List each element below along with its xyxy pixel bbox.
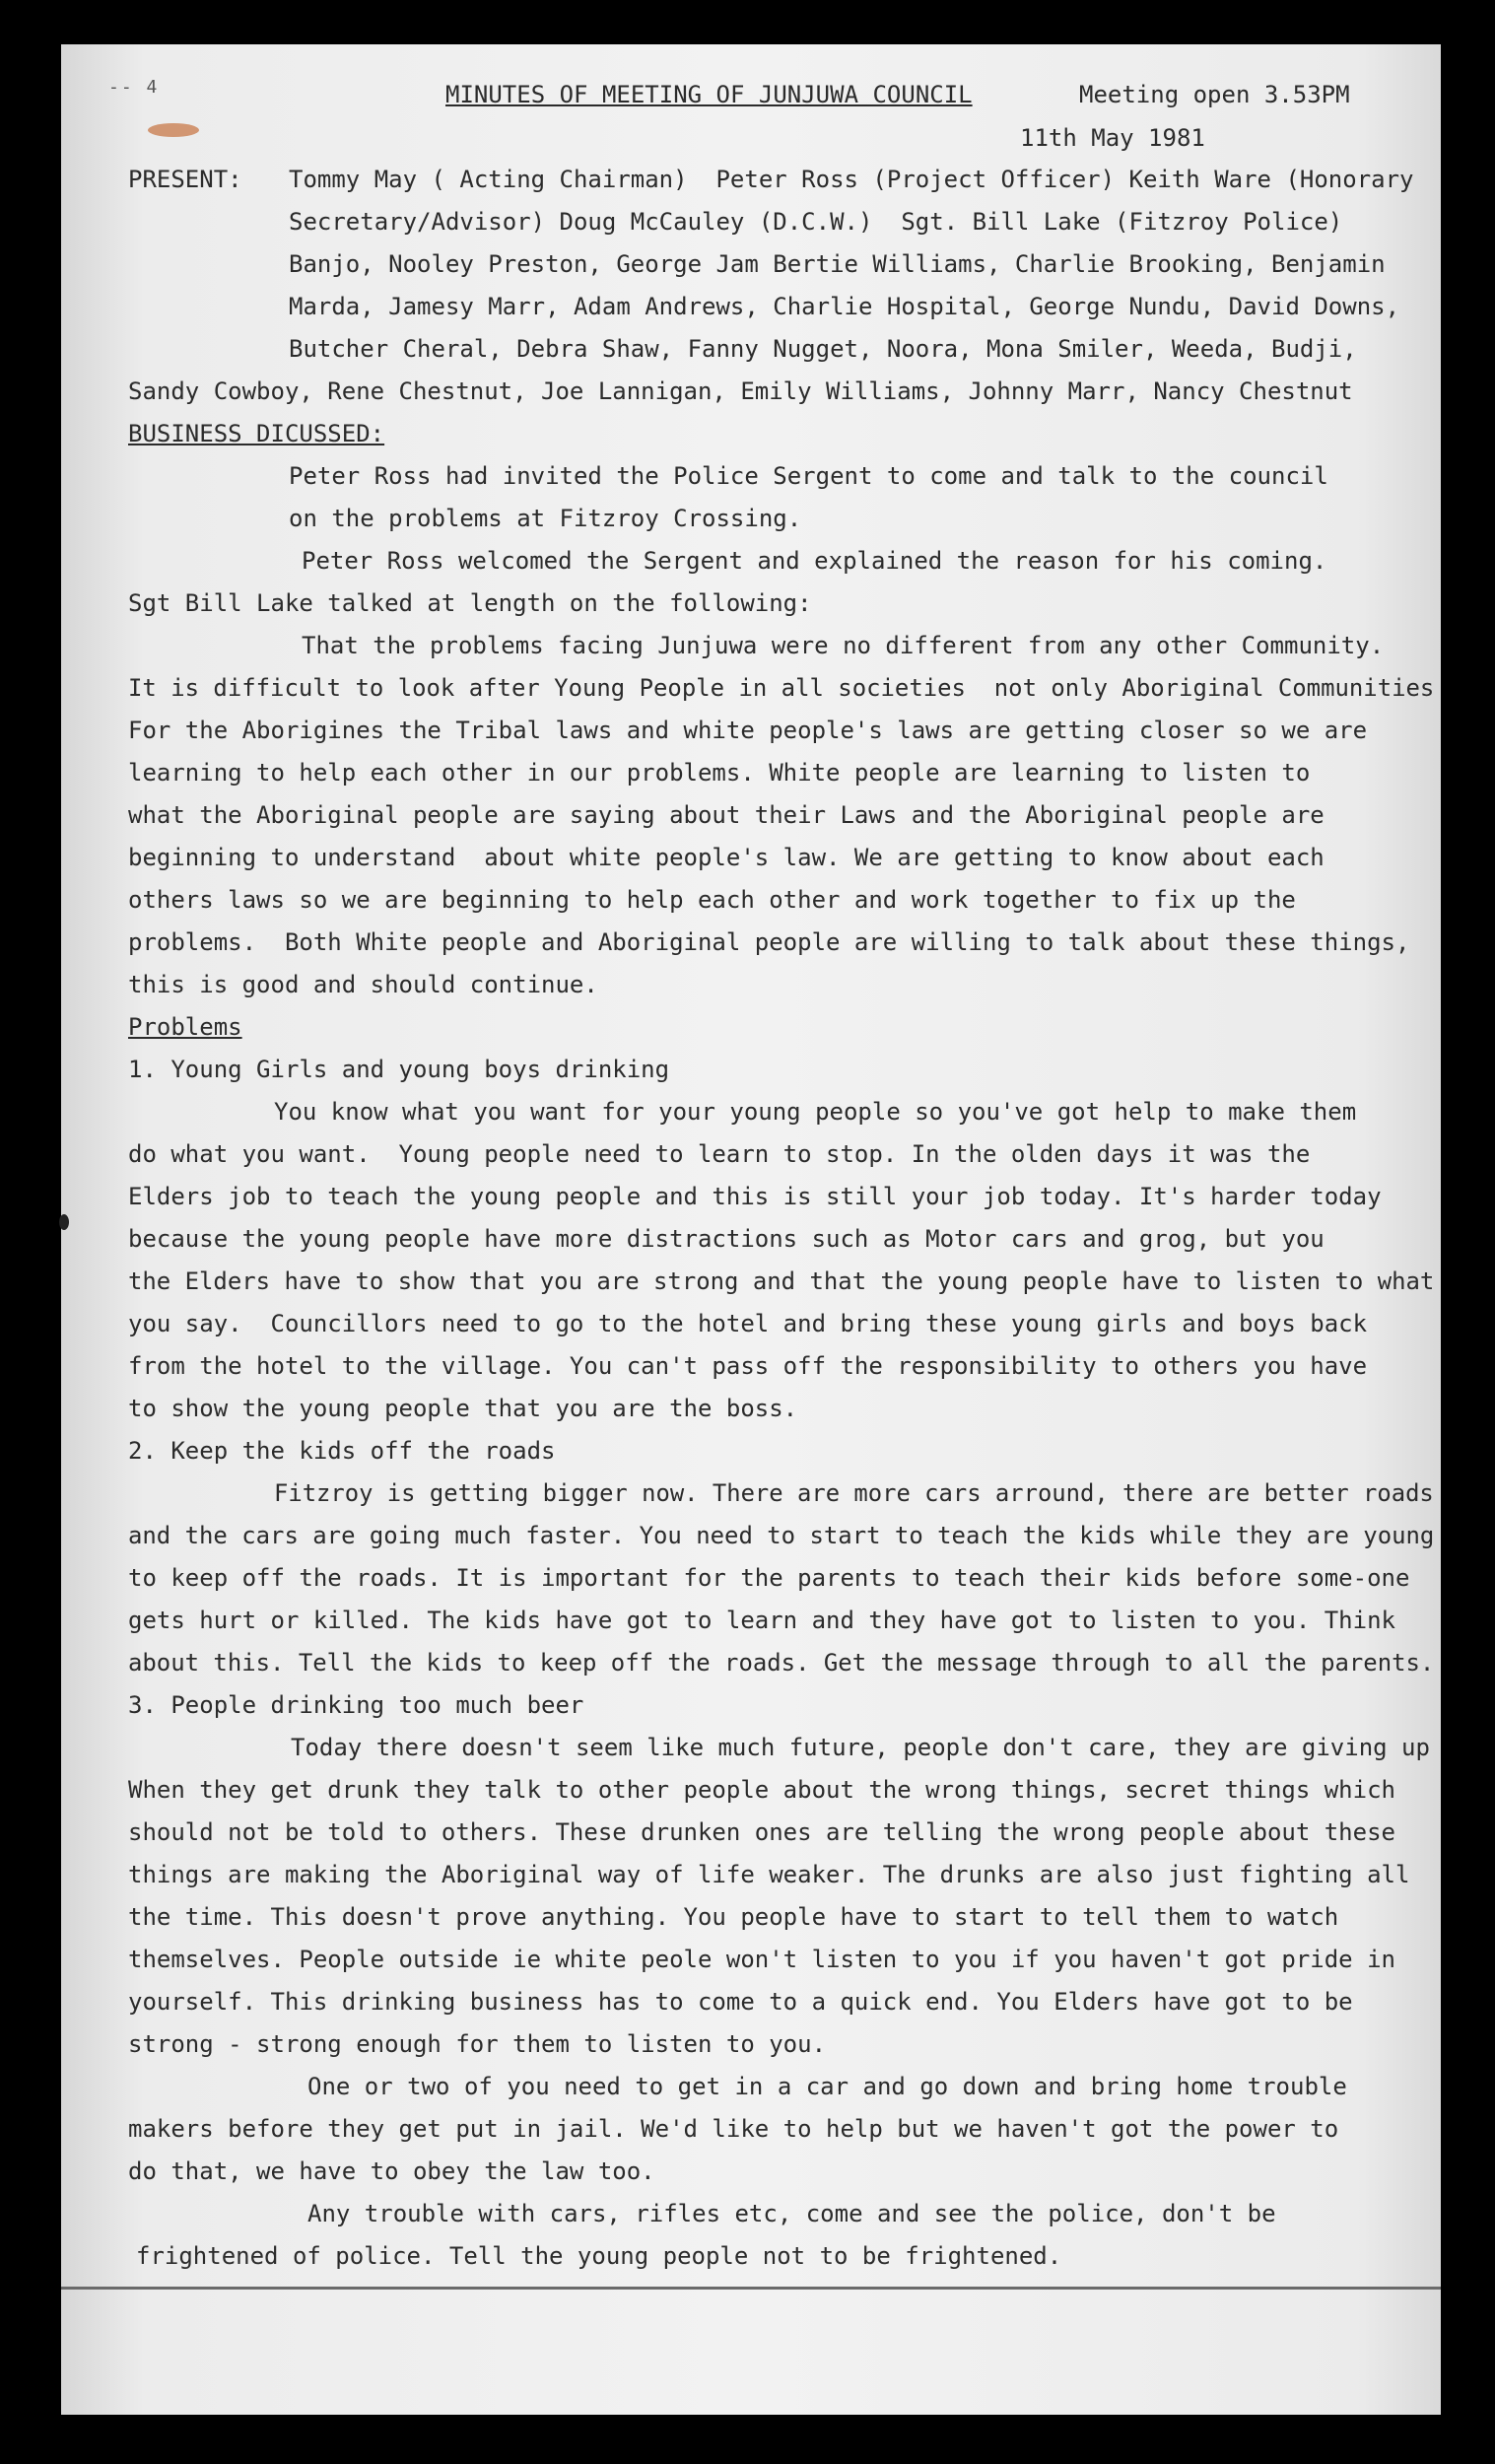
problem-line: about this. Tell the kids to keep off the roads. Get the message through to all the parents. <box>128 1649 1435 1677</box>
present-line: Sandy Cowboy, Rene Chestnut, Joe Lannigan, Emily Williams, Johnny Marr, Nancy Chestnut <box>128 377 1353 405</box>
corner-page-mark: -- 4 <box>108 77 160 98</box>
problem-line: Fitzroy is getting bigger now. There are more cars arround, there are better roads <box>274 1479 1434 1507</box>
problem-line: the time. This doesn't prove anything. You people have to start to tell them to watch <box>128 1903 1339 1931</box>
problem-line: things are making the Aboriginal way of life weaker. The drunks are also just fighting all <box>128 1861 1410 1888</box>
problem-line: strong - strong enough for them to listen to you. <box>128 2030 827 2058</box>
document-title: MINUTES OF MEETING OF JUNJUWA COUNCIL <box>445 81 973 108</box>
problems-heading: Problems <box>128 1013 242 1041</box>
present-line: Banjo, Nooley Preston, George Jam Bertie Williams, Charlie Brooking, Benjamin <box>289 250 1386 278</box>
present-line: Marda, Jamesy Marr, Adam Andrews, Charlie Hospital, George Nundu, David Downs, <box>289 293 1400 320</box>
business-line: on the problems at Fitzroy Crossing. <box>289 505 802 532</box>
business-line: For the Aborigines the Tribal laws and white people's laws are getting closer so we are <box>128 717 1368 744</box>
problem-line: frightened of police. Tell the young people not to be frightened. <box>136 2242 1062 2270</box>
business-line: what the Aboriginal people are saying about their Laws and the Aboriginal people are <box>128 801 1325 829</box>
business-line: That the problems facing Junjuwa were no different from any other Community. <box>302 632 1385 659</box>
problem-line: from the hotel to the village. You can't pass off the responsibility to others you have <box>128 1352 1368 1380</box>
problem-title: 2. Keep the kids off the roads <box>128 1437 556 1465</box>
present-line: Secretary/Advisor) Doug McCauley (D.C.W.) Sgt. Bill Lake (Fitzroy Police) <box>289 208 1343 236</box>
business-line: Peter Ross had invited the Police Sergent to come and talk to the council <box>289 462 1328 490</box>
problem-line: because the young people have more distractions such as Motor cars and grog, but you <box>128 1225 1325 1253</box>
problem-line: to keep off the roads. It is important for the parents to teach their kids before some-one <box>128 1564 1410 1592</box>
problem-line: to show the young people that you are the boss. <box>128 1395 798 1422</box>
problem-line: Today there doesn't seem like much future, people don't care, they are giving up <box>291 1734 1430 1761</box>
problem-line: do that, we have to obey the law too. <box>128 2157 655 2185</box>
problem-line: Elders job to teach the young people and this is still your job today. It's harder today <box>128 1183 1382 1210</box>
present-line: Butcher Cheral, Debra Shaw, Fanny Nugget, Noora, Mona Smiler, Weeda, Budji, <box>289 335 1357 363</box>
problem-line: One or two of you need to get in a car and go down and bring home trouble <box>307 2073 1347 2100</box>
business-line: problems. Both White people and Aboriginal people are willing to talk about these things, <box>128 928 1410 956</box>
problem-title: 1. Young Girls and young boys drinking <box>128 1056 670 1083</box>
business-line: beginning to understand about white people's law. We are getting to know about each <box>128 844 1325 871</box>
present-line: Tommy May ( Acting Chairman) Peter Ross (Project Officer) Keith Ware (Honorary <box>289 166 1414 193</box>
tape-stain <box>148 123 199 137</box>
business-line: learning to help each other in our problems. White people are learning to listen to <box>128 759 1311 787</box>
problem-line: You know what you want for your young people so you've got help to make them <box>274 1098 1357 1126</box>
problem-line: makers before they get put in jail. We'd like to help but we haven't got the power to <box>128 2115 1339 2143</box>
problem-line: Any trouble with cars, rifles etc, come and see the police, don't be <box>307 2200 1276 2227</box>
business-line: others laws so we are beginning to help each other and work together to fix up the <box>128 886 1296 914</box>
business-line: this is good and should continue. <box>128 971 598 998</box>
business-line: Sgt Bill Lake talked at length on the following: <box>128 589 812 617</box>
problem-line: gets hurt or killed. The kids have got to learn and they have got to listen to you. Think <box>128 1607 1395 1634</box>
meeting-date: 11th May 1981 <box>1020 124 1205 152</box>
problem-title: 3. People drinking too much beer <box>128 1691 584 1719</box>
problem-line: and the cars are going much faster. You need to start to teach the kids while they are young <box>128 1522 1435 1549</box>
problem-line: themselves. People outside ie white peole won't listen to you if you haven't got pride in <box>128 1946 1395 1973</box>
problem-line: do what you want. Young people need to learn to stop. In the olden days it was the <box>128 1140 1311 1168</box>
present-label: PRESENT: <box>128 166 242 193</box>
problem-line: should not be told to others. These drunken ones are telling the wrong people about these <box>128 1818 1395 1846</box>
business-line: It is difficult to look after Young People in all societies not only Aboriginal Communities <box>128 674 1435 702</box>
page-bottom-edge <box>61 2287 1441 2290</box>
business-line: Peter Ross welcomed the Sergent and explained the reason for his coming. <box>302 547 1327 575</box>
problem-line: you say. Councillors need to go to the hotel and bring these young girls and boys back <box>128 1310 1368 1337</box>
problem-line: When they get drunk they talk to other people about the wrong things, secret things which <box>128 1776 1395 1804</box>
business-heading: BUSINESS DICUSSED: <box>128 420 385 447</box>
punch-hole <box>59 1214 69 1230</box>
meeting-open-time: Meeting open 3.53PM <box>1079 81 1350 108</box>
problem-line: the Elders have to show that you are strong and that the young people have to listen to what <box>128 1267 1435 1295</box>
problem-line: yourself. This drinking business has to come to a quick end. You Elders have got to be <box>128 1988 1353 2016</box>
